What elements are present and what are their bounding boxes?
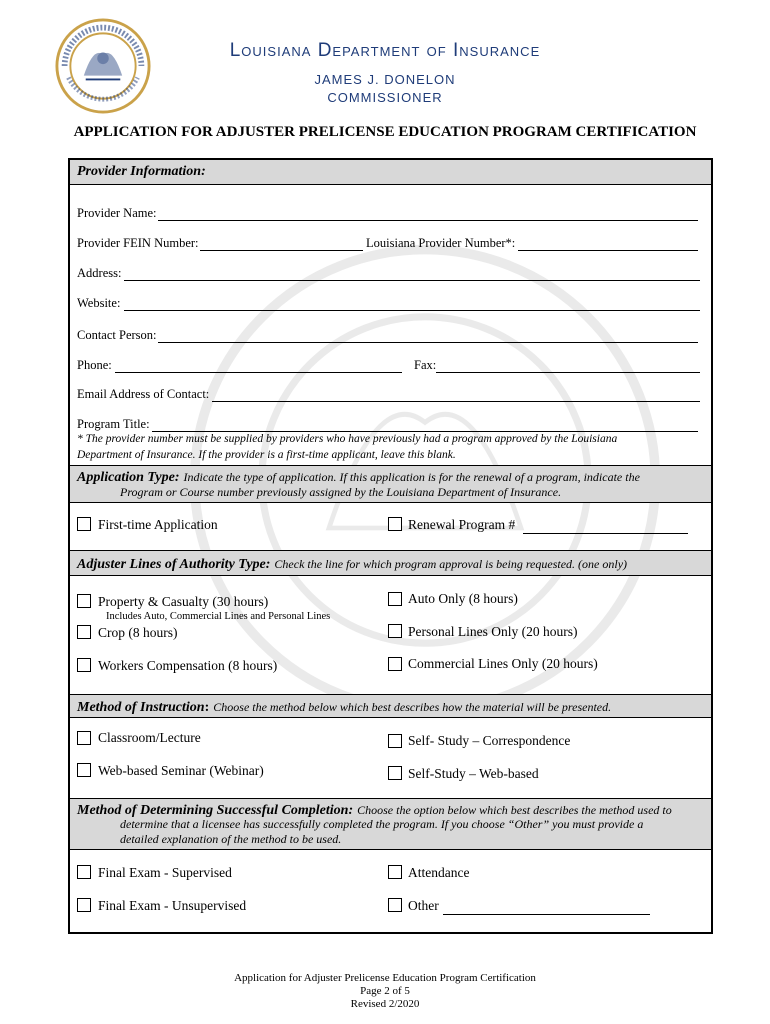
application-type-section-header — [70, 465, 711, 503]
completion-method-section-header — [70, 798, 711, 850]
provider-number-note-2: Department of Insurance. If the provider is a first-time applicant, leave this blank. — [77, 449, 456, 461]
provider-number-note-1: * The provider number must be supplied by providers who have previously had a program approved by the Louisiana — [77, 433, 618, 445]
final-exam-unsupervised-checkbox[interactable] — [77, 898, 91, 912]
other-checkbox[interactable] — [388, 898, 402, 912]
application-type-heading: Application Type: — [77, 470, 180, 485]
application-form — [68, 158, 713, 934]
personal-lines-label: Personal Lines Only (20 hours) — [408, 624, 578, 639]
provider-fein-field[interactable] — [200, 250, 363, 251]
email-label: Email Address of Contact: — [77, 387, 210, 401]
other-label: Other — [408, 898, 439, 913]
commissioner-name: JAMES J. DONELON — [314, 72, 456, 87]
attendance-checkbox[interactable] — [388, 865, 402, 879]
page-title: APPLICATION FOR ADJUSTER PRELICENSE EDUCATION PROGRAM CERTIFICATION — [73, 124, 697, 140]
final-exam-unsupervised-label: Final Exam - Unsupervised — [98, 898, 247, 913]
crop-label: Crop (8 hours) — [98, 625, 178, 640]
footer-form-name: Application for Adjuster Prelicense Education Program Certification — [234, 972, 536, 984]
la-provider-number-field[interactable] — [518, 250, 698, 251]
website-label: Website: — [77, 296, 121, 310]
workers-compensation-label: Workers Compensation (8 hours) — [98, 658, 278, 673]
classroom-lecture-label: Classroom/Lecture — [98, 730, 201, 745]
provider-name-label: Provider Name: — [77, 206, 157, 220]
method-of-instruction-colon: : — [204, 700, 210, 715]
state-seal-logo — [55, 18, 151, 114]
email-field[interactable] — [212, 401, 700, 402]
program-title-field[interactable] — [152, 431, 698, 432]
renewal-program-number-field[interactable] — [523, 533, 688, 534]
property-casualty-checkbox[interactable] — [77, 594, 91, 608]
lines-of-authority-desc: Check the line for which program approval is being requested. (one only) — [274, 557, 628, 571]
completion-method-desc-3: detailed explanation of the method to be used. — [120, 832, 342, 846]
footer-page-number: Page 2 of 5 — [360, 985, 410, 997]
other-explanation-field[interactable] — [443, 914, 650, 915]
webinar-checkbox[interactable] — [77, 763, 91, 777]
self-study-correspondence-label: Self- Study – Correspondence — [408, 733, 571, 748]
self-study-correspondence-checkbox[interactable] — [388, 734, 402, 748]
auto-only-checkbox[interactable] — [388, 592, 402, 606]
webinar-label: Web-based Seminar (Webinar) — [98, 763, 264, 778]
provider-section-header — [70, 160, 711, 185]
attendance-label: Attendance — [408, 865, 470, 880]
la-provider-number-label: Louisiana Provider Number*: — [366, 236, 516, 250]
property-casualty-label: Property & Casualty (30 hours) — [98, 594, 269, 609]
completion-method-desc-1: Choose the option below which best describes the method used to — [357, 803, 672, 817]
workers-compensation-checkbox[interactable] — [77, 658, 91, 672]
lines-of-authority-heading: Adjuster Lines of Authority Type: — [77, 557, 271, 572]
address-label: Address: — [77, 266, 122, 280]
program-title-label: Program Title: — [77, 417, 150, 431]
provider-fein-label: Provider FEIN Number: — [77, 236, 199, 250]
first-time-application-checkbox[interactable] — [77, 517, 91, 531]
contact-person-field[interactable] — [158, 342, 698, 343]
department-name: Louisiana Department of Insurance — [229, 40, 541, 61]
method-of-instruction-heading: Method of Instruction — [77, 700, 205, 715]
final-exam-supervised-checkbox[interactable] — [77, 865, 91, 879]
auto-only-label: Auto Only (8 hours) — [408, 591, 518, 606]
commissioner-title: COMMISSIONER — [327, 90, 443, 105]
provider-heading: Provider Information: — [77, 164, 206, 179]
completion-method-heading: Method of Determining Successful Completion: — [77, 803, 354, 818]
lines-of-authority-section-header — [70, 550, 711, 576]
self-study-web-checkbox[interactable] — [388, 766, 402, 780]
final-exam-supervised-label: Final Exam - Supervised — [98, 865, 232, 880]
first-time-application-label: First-time Application — [98, 517, 218, 532]
renewal-program-label: Renewal Program # — [408, 517, 516, 532]
renewal-program-checkbox[interactable] — [388, 517, 402, 531]
footer-revision: Revised 2/2020 — [350, 998, 420, 1010]
application-type-desc-2: Program or Course number previously assigned by the Louisiana Department of Insurance. — [120, 485, 562, 499]
method-of-instruction-section-header — [70, 694, 711, 718]
website-field[interactable] — [124, 310, 700, 311]
phone-field[interactable] — [115, 372, 402, 373]
address-field[interactable] — [124, 280, 700, 281]
fax-label: Fax: — [414, 358, 437, 372]
commercial-lines-checkbox[interactable] — [388, 657, 402, 671]
provider-name-field[interactable] — [158, 220, 698, 221]
method-of-instruction-desc: Choose the method below which best describes how the material will be presented. — [213, 700, 612, 714]
property-casualty-sub-label: Includes Auto, Commercial Lines and Personal Lines — [106, 611, 331, 622]
commercial-lines-label: Commercial Lines Only (20 hours) — [408, 656, 598, 671]
contact-person-label: Contact Person: — [77, 328, 157, 342]
crop-checkbox[interactable] — [77, 625, 91, 639]
self-study-web-label: Self-Study – Web-based — [408, 766, 539, 781]
classroom-lecture-checkbox[interactable] — [77, 731, 91, 745]
phone-label: Phone: — [77, 358, 112, 372]
application-type-desc-1: Indicate the type of application. If this application is for the renewal of a program, indicate the — [183, 470, 640, 484]
fax-field[interactable] — [436, 372, 700, 373]
completion-method-desc-2: determine that a licensee has successfully completed the program. If you choose “Other” you must provide a — [120, 817, 644, 831]
personal-lines-checkbox[interactable] — [388, 624, 402, 638]
